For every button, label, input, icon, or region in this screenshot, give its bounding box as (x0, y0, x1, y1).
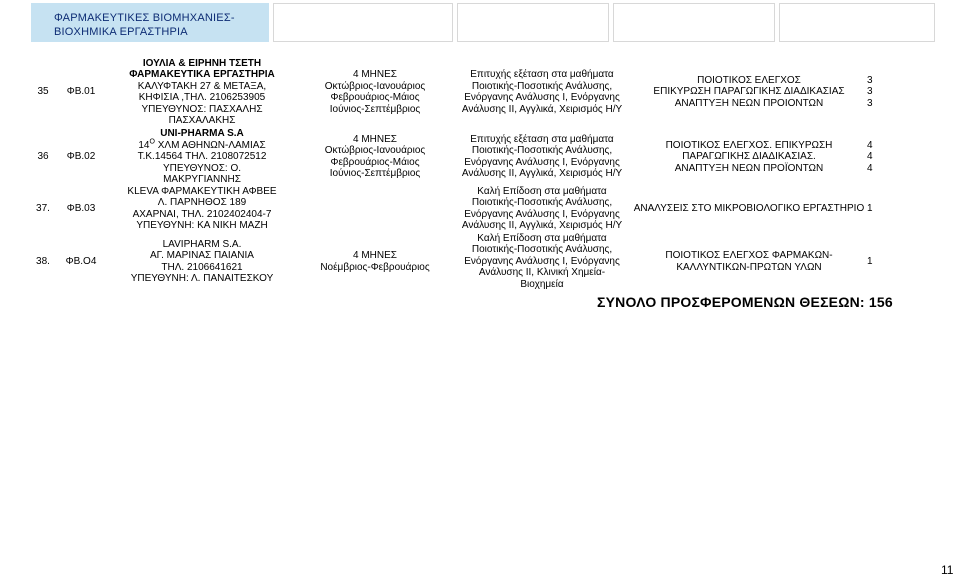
duration-line: Ιούνιος-Σεπτέμβριος (329, 168, 421, 180)
positions-cell (867, 56, 935, 128)
section-header-band (31, 3, 269, 42)
company-line: LAVIPHARM S.A. (162, 238, 242, 250)
company-line: ΚΗΦΙΣΙΑ ,ΤΗΛ. 2106253905 (138, 92, 266, 103)
company-line: ΑΧΑΡΝΑΙ, ΤΗΛ. 2102402404-7 (132, 208, 272, 220)
company-line: ΜΑΚΡΥΓΙΑΝΝΗΣ (163, 174, 241, 185)
positions-cell (867, 232, 935, 292)
table-row (31, 56, 935, 128)
subject-cell (631, 232, 867, 292)
subject-cell (631, 128, 867, 186)
duration-line: Φεβρουάριος-Μάιος (330, 156, 420, 168)
requirements-line: Ενόργανης Ανάλυσης Ι, Ενόργανης (464, 156, 620, 168)
positions-value: 3 (867, 86, 873, 98)
company-line: Τ.Κ.14564 ΤΗΛ. 2108072512 (137, 151, 267, 162)
requirements-cell (453, 56, 631, 128)
subject-line: ΑΝΑΛΥΣΕΙΣ ΣΤΟ ΜΙΚΡΟΒΙΟΛΟΓΙΚΟ ΕΡΓΑΣΤΗΡΙΟ (633, 202, 865, 214)
requirements-line: Καλή Επίδοση στα μαθήματα (477, 185, 607, 197)
positions-cell (867, 128, 935, 186)
subject-line: ΠΟΙΟΤΙΚΟΣ ΕΛΕΓΧΟΣ (697, 74, 801, 86)
requirements-cell (453, 128, 631, 186)
header-empty-cell (779, 3, 935, 42)
row-number: 36 (37, 151, 49, 162)
requirements-line: Ενόργανης Ανάλυσης Ι, Ενόργανης (464, 92, 620, 103)
company-cell (107, 186, 297, 232)
row-number: 35 (37, 86, 49, 98)
company-line: ΑΓ. ΜΑΡΙΝΑΣ ΠΑΙΑΝΙΑ (150, 250, 254, 261)
requirements-line: Ποιοτικής-Ποσοτικής Ανάλυσης, (471, 244, 613, 256)
row-code: ΦΒ.Ο4 (65, 255, 97, 267)
positions-value: 1 (867, 255, 873, 267)
requirements-line: Καλή Επίδοση στα μαθήματα (477, 232, 607, 244)
duration-cell (297, 232, 453, 292)
requirements-cell (453, 186, 631, 232)
subject-line: ΑΝΑΠΤΥΞΗ ΝΕΩΝ ΠΡΟΪΟΝΤΩΝ (674, 162, 824, 174)
table-row (31, 186, 935, 232)
duration-line: 4 ΜΗΝΕΣ (353, 69, 397, 80)
subject-line: ΠΟΙΟΤΙΚΟΣ ΕΛΕΓΧΟΣ ΦΑΡΜΑΚΩΝ- (665, 250, 833, 261)
company-line: UNI-PHARMA S.A (160, 128, 244, 139)
positions-value: 4 (867, 162, 873, 174)
positions-value: 4 (867, 139, 873, 151)
company-line: ΤΗΛ. 2106641621 (161, 261, 243, 273)
requirements-line: Βιοχημεία (520, 278, 564, 290)
duration-line: Νοέμβριος-Φεβρουάριος (320, 261, 430, 273)
company-line: ΥΠΕΥΘΥΝΗ: Λ. ΠΑΝΑΙΤΕΣΚΟΥ (130, 273, 274, 284)
subject-line: ΚΑΛΛΥΝΤΙΚΩΝ-ΠΡΩΤΩΝ ΥΛΩΝ (676, 261, 822, 273)
requirements-line: Ποιοτικής-Ποσοτικής Ανάλυσης, (471, 145, 613, 157)
duration-line: 4 ΜΗΝΕΣ (353, 250, 397, 261)
subject-line: ΠΑΡΑΓΩΓΙΚΗΣ ΔΙΑΔΙΚΑΣΙΑΣ. (682, 151, 816, 162)
subject-line: ΑΝΑΠΤΥΞΗ ΝΕΩΝ ΠΡΟΙΟΝΤΩΝ (674, 97, 824, 109)
companies-table (31, 56, 935, 292)
requirements-line: Ενόργανης Ανάλυσης Ι, Ενόργανης (464, 208, 620, 220)
duration-cell (297, 56, 453, 128)
company-cell (107, 56, 297, 128)
requirements-line: Επιτυχής εξέταση στα μαθήματα (470, 69, 614, 80)
positions-value: 3 (867, 74, 873, 86)
company-line: ΚΑΛΥΦΤΑΚΗ 27 & ΜΕΤΑΞΑ, (137, 80, 267, 92)
company-line: ΙΟΥΛΙΑ & ΕΙΡΗΝΗ ΤΣΕΤΗ (142, 57, 262, 69)
section-title-line-1: ΦΑΡΜΑΚΕΥΤΙΚΕΣ ΒΙΟΜΗΧΑΝΙΕΣ- (54, 12, 235, 24)
section-title-line-2: ΒΙΟΧΗΜΙΚΑ ΕΡΓΑΣΤΗΡΙΑ (54, 26, 188, 38)
duration-cell (297, 186, 453, 232)
subject-line: ΕΠΙΚΥΡΩΣΗ ΠΑΡΑΓΩΓΙΚΗΣ ΔΙΑΔΙΚΑΣΙΑΣ (653, 86, 845, 98)
subject-line: ΠΟΙΟΤΙΚΟΣ ΕΛΕΓΧΟΣ. ΕΠΙΚΥΡΩΣΗ (665, 139, 833, 151)
positions-value: 4 (867, 151, 873, 162)
company-km: 14 (138, 139, 150, 151)
subject-cell (631, 186, 867, 232)
company-line: ΦΑΡΜΑΚΕΥΤΙΚΑ ΕΡΓΑΣΤΗΡΙΑ (129, 69, 275, 80)
section-title (54, 11, 264, 39)
row-number: 37. (36, 202, 50, 214)
company-cell (107, 232, 297, 292)
row-code: ΦΒ.03 (66, 202, 96, 214)
positions-value: 1 (867, 202, 873, 214)
subject-cell (631, 56, 867, 128)
requirements-line: Ανάλυσης ΙΙ, Αγγλικά, Χειρισμός Η/Υ (461, 220, 623, 231)
company-line: ΥΠΕΥΘΥΝΗ: ΚΑ ΝΙΚΗ ΜΑΖΗ (136, 220, 268, 231)
page-number: 11 (941, 563, 954, 577)
row-number: 38. (36, 255, 50, 267)
requirements-line: Ανάλυσης ΙΙ, Κλινική Χημεία- (478, 267, 606, 279)
duration-line: Οκτώβριος-Ιανουάριος (324, 80, 426, 92)
header-empty-cell (273, 3, 453, 42)
company-line: KLEVA ΦΑΡΜΑΚΕΥΤΙΚΗ ΑΦΒΕΕ (127, 185, 277, 197)
row-code: ΦΒ.02 (66, 151, 96, 162)
row-code: ΦΒ.01 (66, 86, 96, 98)
duration-line: Φεβρουάριος-Μάιος (330, 92, 420, 103)
duration-cell (297, 128, 453, 186)
header-empty-cell (457, 3, 609, 42)
positions-cell (867, 186, 935, 232)
header-empty-cell (613, 3, 775, 42)
company-line: ΥΠΕΥΘΥΝΟΣ: Ο. (162, 162, 242, 174)
company-km-rest: ΧΛΜ ΑΘΗΝΩΝ-ΛΑΜΙΑΣ (154, 139, 266, 151)
company-line: Λ. ΠΑΡΝΗΘΟΣ 189 (157, 197, 247, 208)
positions-value: 3 (867, 97, 873, 109)
company-cell (107, 128, 297, 186)
requirements-line: Ενόργανης Ανάλυσης Ι, Ενόργανης (464, 255, 620, 267)
degree-superscript: Ο (149, 138, 155, 146)
requirements-line: Επιτυχής εξέταση στα μαθήματα (470, 133, 614, 145)
duration-line: 4 ΜΗΝΕΣ (353, 133, 397, 145)
duration-line: Ιούνιος-Σεπτέμβριος (329, 103, 421, 115)
requirements-line: Ανάλυσης ΙΙ, Αγγλικά, Χειρισμός Η/Υ (461, 103, 623, 115)
requirements-line: Ποιοτικής-Ποσοτικής Ανάλυσης, (471, 80, 613, 92)
company-address-line (107, 140, 297, 152)
requirements-line: Ποιοτικής-Ποσοτικής Ανάλυσης, (471, 197, 613, 208)
requirements-cell (453, 232, 631, 292)
company-line: ΥΠΕΥΘΥΝΟΣ: ΠΑΣΧΑΛΗΣ (141, 103, 263, 115)
total-positions: ΣΥΝΟΛΟ ΠΡΟΣΦΕΡΟΜΕΝΩΝ ΘΕΣΕΩΝ: 156 (597, 294, 893, 310)
requirements-line: Ανάλυσης ΙΙ, Αγγλικά, Χειρισμός Η/Υ (461, 168, 623, 180)
duration-line: Οκτώβριος-Ιανουάριος (324, 145, 426, 157)
table-row (31, 232, 935, 292)
company-line: ΠΑΣΧΑΛΑΚΗΣ (168, 115, 236, 126)
table-row (31, 128, 935, 186)
